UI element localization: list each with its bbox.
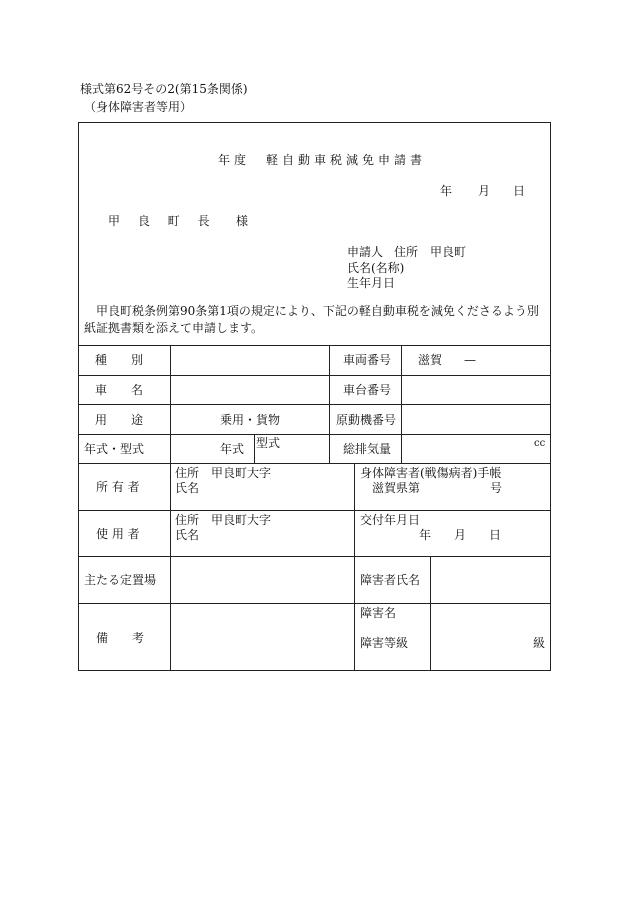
owner-label: 所 有 者 bbox=[96, 480, 140, 494]
disability-name-label: 障害名 bbox=[360, 606, 397, 620]
table-line bbox=[78, 510, 551, 511]
chassis-number-label: 車台番号 bbox=[343, 383, 392, 397]
form-subtitle: （身体障害者等用） bbox=[84, 100, 193, 114]
vehicle-number-label: 車両番号 bbox=[343, 353, 392, 367]
table-line bbox=[329, 345, 330, 463]
row-type-label: 種 別 bbox=[95, 353, 144, 367]
table-line bbox=[78, 463, 551, 464]
applicant-name-label: 氏名(名称) bbox=[347, 261, 405, 275]
applicant-address-value: 甲良町 bbox=[430, 245, 467, 259]
issue-date-label: 交付年月日 bbox=[360, 513, 421, 527]
disabled-person-name-label: 障害者氏名 bbox=[360, 573, 421, 587]
issue-month: 月 bbox=[454, 528, 467, 542]
displacement-label: 総排気量 bbox=[343, 442, 392, 456]
table-line bbox=[78, 345, 551, 346]
table-line bbox=[78, 603, 551, 604]
model-type-label: 型式 bbox=[256, 436, 281, 450]
owner-name-label: 氏名 bbox=[175, 481, 200, 495]
user-name-label: 氏名 bbox=[175, 528, 200, 542]
plate-dash: — bbox=[464, 353, 476, 367]
table-line bbox=[78, 404, 551, 405]
table-line bbox=[170, 345, 171, 671]
form-title: 年度 軽自動車税減免申請書 bbox=[218, 153, 427, 167]
notebook-prefecture: 滋賀県第 bbox=[372, 481, 421, 495]
user-address-value: 甲良町大字 bbox=[211, 513, 272, 527]
addressee-honorific: 様 bbox=[236, 214, 249, 228]
issue-year: 年 bbox=[419, 528, 432, 542]
row-model-year-label: 年式・型式 bbox=[84, 442, 145, 456]
table-line bbox=[78, 375, 551, 376]
table-line bbox=[401, 345, 402, 463]
plate-prefix: 滋賀 bbox=[418, 353, 443, 367]
owner-address-label: 住所 bbox=[175, 466, 200, 480]
row-car-name-label: 車 名 bbox=[95, 383, 144, 397]
disability-grade-unit: 級 bbox=[533, 636, 546, 650]
user-address-label: 住所 bbox=[175, 513, 200, 527]
model-year-suffix: 年式 bbox=[220, 442, 245, 456]
table-line bbox=[78, 556, 551, 557]
owner-address-value: 甲良町大字 bbox=[211, 466, 272, 480]
issue-day: 日 bbox=[489, 528, 502, 542]
table-line bbox=[430, 556, 431, 671]
table-line bbox=[354, 463, 355, 671]
usage-value: 乗用・貨物 bbox=[220, 413, 281, 427]
user-label: 使 用 者 bbox=[96, 527, 140, 541]
addressee-name: 甲 良 町 長 bbox=[108, 214, 214, 228]
statement-text: 甲良町税条例第90条第1項の規定により、下記の軽自動車税を減免くださるよう別紙証拠書類を添えて申請します。 bbox=[84, 304, 539, 335]
notebook-label: 身体障害者(戦傷病者)手帳 bbox=[360, 466, 502, 480]
engine-number-label: 原動機番号 bbox=[336, 413, 397, 427]
date-year: 年 bbox=[440, 184, 453, 198]
date-day: 日 bbox=[513, 184, 526, 198]
table-line bbox=[254, 434, 255, 463]
applicant-label: 申請人 bbox=[347, 245, 384, 259]
parking-label: 主たる定置場 bbox=[84, 573, 157, 587]
disability-grade-label: 障害等級 bbox=[360, 636, 409, 650]
applicant-address-label: 住所 bbox=[394, 245, 419, 259]
form-frame bbox=[78, 122, 551, 671]
displacement-unit: cc bbox=[534, 438, 546, 449]
remarks-label: 備 考 bbox=[96, 631, 145, 645]
form-number: 様式第62号その2(第15条関係) bbox=[80, 82, 248, 96]
notebook-number-suffix: 号 bbox=[490, 481, 503, 495]
date-month: 月 bbox=[478, 184, 491, 198]
table-line bbox=[78, 434, 551, 435]
row-usage-label: 用 途 bbox=[95, 413, 144, 427]
applicant-birth-label: 生年月日 bbox=[347, 276, 396, 290]
